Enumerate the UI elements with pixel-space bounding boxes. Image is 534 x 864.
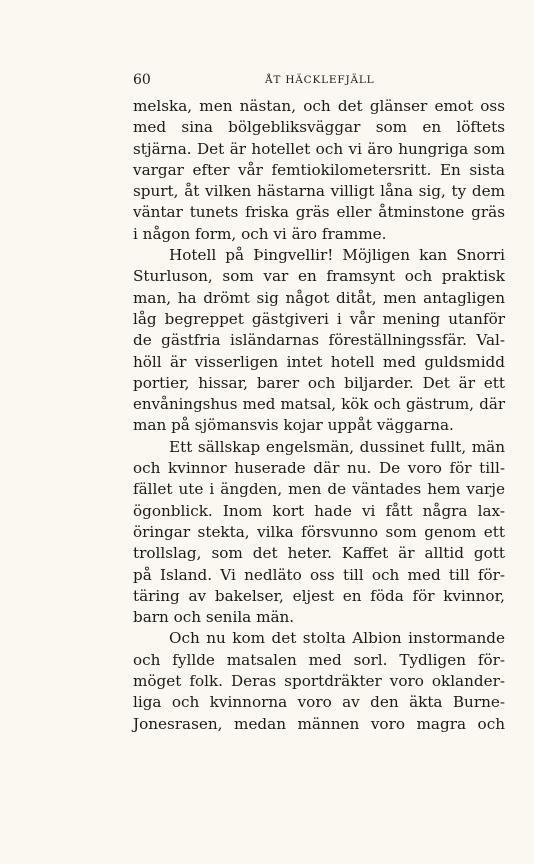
text-line: stjärna. Det är hotellet och vi äro hungriga som: [133, 139, 505, 158]
text-line: man, ha drömt sig något ditåt, men antagligen: [133, 288, 505, 307]
text-line: och fyllde matsalen med sorl. Tydligen för-: [133, 650, 505, 669]
text-line: de gästfria isländarnas föreställningssfär. Val-: [133, 331, 505, 350]
text-line: låg begreppet gästgiveri i vår mening utanför: [133, 309, 505, 328]
running-head: ÅT HÄCKLEFJÄLL: [265, 74, 375, 86]
text-line: envåningshus med matsal, kök och gästrum, där: [133, 395, 505, 414]
text-line: Sturluson, som var en framsynt och praktisk: [133, 267, 505, 286]
text-line: Jonesrasen, medan männen voro magra och: [133, 714, 505, 733]
text-line: och kvinnor huserade där nu. De voro för till-: [133, 459, 505, 478]
text-line: öringar stekta, vilka försvunno som genom ett: [133, 522, 505, 541]
text-line: Ett sällskap engelsmän, dussinet fullt, män: [169, 437, 505, 456]
text-line: Hotell på Þingvellir! Möjligen kan Snorri: [169, 246, 505, 265]
text-line: ögonblick. Inom kort hade vi fått några lax-: [133, 501, 505, 520]
text-line: man på sjömansvis kojar uppåt väggarna.: [133, 416, 454, 435]
text-line: höll är visserligen intet hotell med guldsmidd: [133, 352, 505, 371]
text-line: täring av bakelser, eljest en föda för kvinnor,: [133, 586, 505, 605]
text-line: trollslag, som det heter. Kaffet är alltid gott: [133, 544, 505, 563]
page-header: [133, 72, 505, 90]
text-line: spurt, åt vilken hästarna villigt låna sig, ty dem: [133, 182, 505, 201]
text-line: i någon form, och vi äro framme.: [133, 224, 387, 243]
text-line: melska, men nästan, och det glänser emot oss: [133, 97, 505, 115]
text-line: vargar efter vår femtiokilometersritt. En sista: [133, 160, 505, 179]
page-number: 60: [133, 72, 151, 88]
text-line: portier, hissar, barer och biljarder. Det är ett: [133, 373, 505, 392]
text-line: med sina bölgebliksväggar som en löftets: [133, 118, 505, 137]
body-text: [133, 96, 505, 735]
text-line: fället ute i ängden, men de väntades hem varje: [133, 480, 505, 499]
text-line: barn och senila män.: [133, 608, 295, 627]
text-line: väntar tunets friska gräs eller åtminstone gräs: [133, 203, 505, 222]
text-line: Och nu kom det stolta Albion instormande: [169, 629, 505, 648]
text-line: liga och kvinnorna voro av den äkta Burne-: [133, 693, 505, 712]
text-line: på Island. Vi nedläto oss till och med till för-: [133, 565, 505, 584]
text-line: möget folk. Deras sportdräkter voro oklander-: [133, 672, 505, 691]
